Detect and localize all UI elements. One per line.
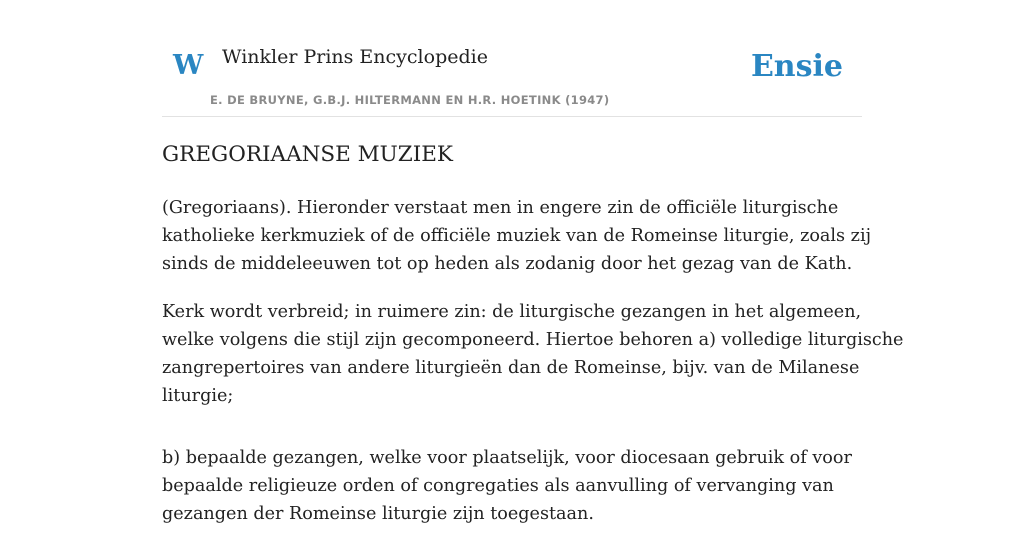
paragraph-line: bepaalde religieuze orden of congregaties als aanvulling of vervanging van [162,476,834,496]
article-title: GREGORIAANSE MUZIEK [162,142,453,167]
article-body [162,138,904,548]
paragraph-3 [162,444,862,528]
source-title-link[interactable]: Winkler Prins Encyclopedie [222,46,488,68]
paragraph-line: gezangen der Romeinse liturgie zijn toegestaan. [162,504,594,524]
paragraph-line: b) bepaalde gezangen, welke voor plaatselijk, voor diocesaan gebruik of voor [162,448,852,468]
paragraph-1 [162,194,872,278]
paragraph-2 [162,298,904,410]
source-authors: E. DE BRUYNE, G.B.J. HILTERMANN EN H.R. HOETINK (1947) [210,93,610,107]
paragraph-line: sinds de middeleeuwen tot op heden als zodanig door het gezag van de Kath. [162,254,853,274]
paragraph-line: (Gregoriaans). Hieronder verstaat men in engere zin de officiële liturgische [162,198,839,218]
source-header [162,0,862,117]
paragraph-line: liturgie; [162,386,234,406]
winkler-prins-logo[interactable]: W [173,50,204,81]
paragraph-line: zangrepertoires van andere liturgieën dan de Romeinse, bijv. van de Milanese [162,358,860,378]
ensie-brand-logo[interactable]: Ensie [750,49,843,84]
paragraph-line: Kerk wordt verbreid; in ruimere zin: de liturgische gezangen in het algemeen, [162,302,862,322]
paragraph-line: katholieke kerkmuziek of de officiële muziek van de Romeinse liturgie, zoals zij [162,226,872,246]
paragraph-line: welke volgens die stijl zijn gecomponeerd. Hiertoe behoren a) volledige liturgische [162,330,904,350]
